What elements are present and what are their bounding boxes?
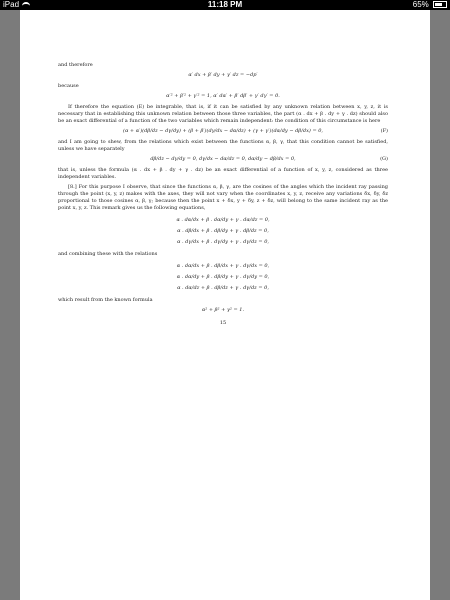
equation-g (58, 156, 388, 163)
equation-line: α . dγ/dx + β . dγ/dy + γ . dγ/dz = 0, (177, 239, 269, 245)
paragraph-1: If therefore the equation (E) be integrable, that is, if it can be satisfied by any unknown relation between x, y, z, it is necessary that in establishing this unknown relation between those three variables, the part (α . dx + β . dy + γ . dz) should also be an exact differential of a function of the two variables which remain independent: the condition of this circumstance is here (58, 104, 388, 124)
because-text: because (58, 83, 79, 89)
equation-f-text: (α + α′)(dβ/dz − dγ/dy) + (β + β′)(dγ/dx − dα/dz) + (γ + γ′)(dα/dy − dβ/dx) = 0, (123, 128, 323, 134)
equation-final: α² + β² + γ² = 1. (201, 307, 245, 313)
equation-g-tag: (G) (380, 156, 388, 162)
equation-2: α′² + β′² + γ′² = 1, α′ dα′ + β′ dβ′ + γ′ dγ′ = 0. (166, 93, 280, 99)
document-page[interactable] (20, 10, 430, 600)
battery-icon (433, 1, 447, 8)
clock: 11:18 PM (207, 0, 243, 9)
paragraph-3: that is, unless the formula (α . dx + β . dy + γ . dz) be an exact differential of a function of x, y, z, considered as three independent variables. (58, 167, 388, 180)
equation-line: α . dα/dz + β . dβ/dz + γ . dγ/dz = 0, (177, 285, 269, 291)
intro-text: and therefore (58, 62, 93, 68)
equation-line: α . dα/dy + β . dβ/dy + γ . dγ/dy = 0, (176, 274, 270, 280)
paragraph-2: and I am going to shew, from the relations which exist between the functions α, β, γ, that this condition cannot be satisfied, unless we have separately (58, 139, 388, 152)
status-bar (0, 0, 450, 10)
page-number: 15 (219, 320, 227, 326)
equation-line: α . dα/dx + β . dβ/dx + γ . dγ/dx = 0, (176, 263, 270, 269)
equation-line: α . dα/dx + β . dα/dy + γ . dα/dz = 0, (176, 217, 270, 223)
paragraph-4: [8.] For this purpose I observe, that since the functions α, β, γ, are the cosines of the angles which the incident ray passing through the point (x, y, z) makes with the axes, they will not vary when the coordinates x, y, z, receive any variations δx, δy, δz proportional to those cosines α, β, γ; because then the point x + δx, y + δy, z + δz, will belong to the same incident ray as the point x, y, z. This remark gives us the following equations, (58, 184, 388, 211)
equation-f (58, 128, 388, 135)
battery-indicator (413, 0, 447, 10)
equation-block-1 (58, 215, 388, 248)
battery-percent: 65% (412, 0, 429, 9)
paragraph-5: and combining these with the relations (58, 251, 158, 257)
equation-1: α′ dx + β′ dy + γ′ dz = −dp′ (188, 72, 258, 78)
equation-line: α . dβ/dx + β . dβ/dy + γ . dβ/dz = 0, (177, 228, 269, 234)
equation-g-text: dβ/dz − dγ/dy = 0, dγ/dx − dα/dz = 0, dα/dy − dβ/dx = 0, (150, 156, 296, 162)
carrier-label: iPad (3, 0, 20, 9)
paragraph-6: which result from the known formula (58, 297, 153, 303)
page-content (58, 62, 388, 327)
equation-block-2 (58, 261, 388, 294)
equation-f-tag: (F) (380, 128, 388, 134)
